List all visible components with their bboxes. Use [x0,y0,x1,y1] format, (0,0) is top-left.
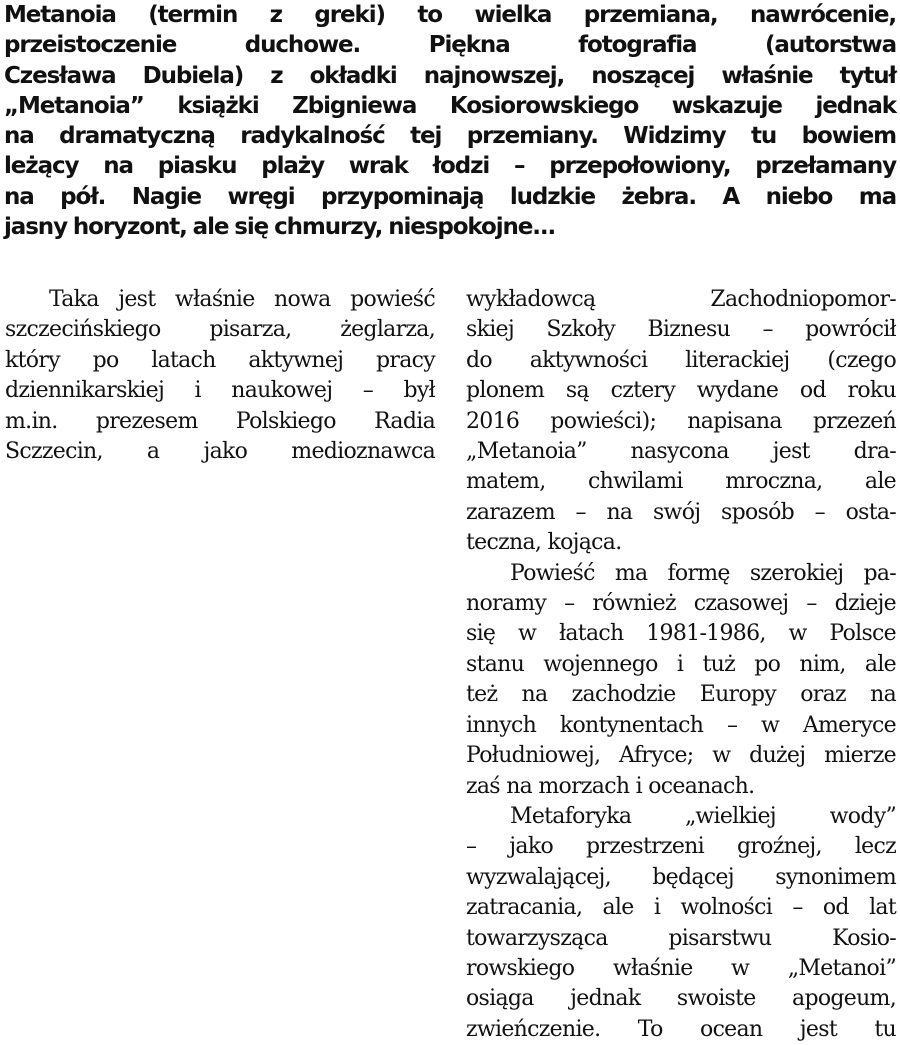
lead-line: na dramatyczną radykalność tej przemiany. Widzimy tu bowiem [4,123,896,150]
body-line: dziennikarskiej i naukowej – był [5,378,435,404]
body-line: Metaforyka „wielkiej wody” [510,803,896,829]
body-line: się w łatach 1981-1986, w Polsce [466,621,896,647]
body-line: wykładowcą Zachodniopomor- [466,287,896,312]
body-line: innych kontynentach – w Ameryce [466,712,896,738]
right-column [466,285,896,1045]
lead-line: leżący na piasku plaży wrak łodzi – przepołowiony, przełamany [4,153,896,180]
body-line: – jako przestrzeni groźnej, lecz [466,834,896,860]
body-line: który po latach aktywnej pracy [5,347,435,373]
body-line: 2016 powieści); napisana przezeń [466,408,896,434]
body-line: Powieść ma formę szerokiej pa- [510,560,896,586]
body-line: plonem są cztery wydane od roku [466,378,896,404]
body-line: m.in. prezesem Polskiego Radia [5,408,435,434]
body-line: Południowej, Afryce; w dużej mierze [466,743,896,769]
lead-line: jasny horyzont, ale się chmurzy, niespokojne... [4,214,556,241]
body-line: zatracania, ale i wolności – od lat [466,895,896,921]
lead-line: „Metanoia” książki Zbigniewa Kosiorowskiego wskazuje jednak [4,92,896,119]
body-paragraph [5,285,435,467]
body-line: towarzysząca pisarstwu Kosio- [466,925,896,951]
body-line: wyzwalającej, będącej synonimem [466,864,896,890]
body-line: zaś na morzach i oceanach. [466,773,755,799]
body-line: zarazem – na swój sposób – osta- [466,499,896,525]
body-paragraph [466,802,896,1045]
body-line: szczecińskiego pisarza, żeglarza, [5,317,435,343]
body-line: Sczzecin, a jako medioznawca [5,439,435,465]
body-line: osiąga jednak swoiste apogeum, [466,986,896,1012]
lead-line: na pół. Nagie wręgi przypominają ludzkie żebra. A niebo ma [4,183,896,210]
lead-line: Czesława Dubiela) z okładki najnowszej, noszącej właśnie tytuł [4,62,896,89]
lead-paragraph [4,0,896,242]
body-line: Taka jest właśnie nowa powieść [49,287,435,312]
body-line: stanu wojennego i tuż po nim, ale [466,651,896,677]
body-line: rowskiego właśnie w „Metanoi” [466,955,896,981]
body-line: też na zachodzie Europy oraz na [466,682,896,708]
body-line: noramy – również czasowej – dzieje [466,591,896,617]
lead-line: Metanoia (termin z greki) to wielka przemiana, nawrócenie, [4,2,896,28]
body-line: do aktywności literackiej (czego [466,347,896,373]
lead-line: przeistoczenie duchowe. Piękna fotografia (autorstwa [4,32,896,59]
body-line: matem, chwilami mroczna, ale [466,469,896,495]
body-line: skiej Szkoły Biznesu – powrócił [466,317,896,343]
body-line: teczna, kojąca. [466,530,622,556]
body-paragraph [466,559,896,802]
body-paragraph [466,285,896,559]
body-line: zwieńczenie. To ocean jest tu [466,1016,896,1042]
left-column [5,285,435,467]
body-line: „Metanoia” nasycona jest dra- [466,439,896,465]
